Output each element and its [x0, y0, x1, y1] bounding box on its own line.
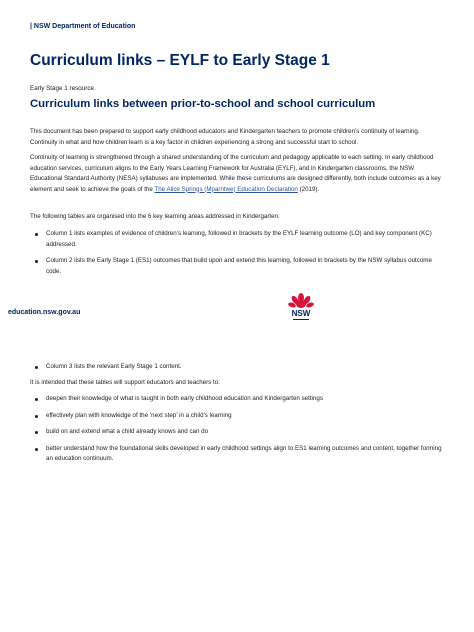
- continuity-text: Continuity of learning is strengthened through a shared understanding of the curriculum and pedagogy applicable to each setting. In early childhood education services, curriculum aligns to the Early Years Learning Framework for Australia (EYLF), and in Kindergarten classrooms, the NSW Educational Standard Authority (NESA) syllabuses are implemented. While these curriculums are designed differently, both include outcomes as a key element and seek to achieve the goals of the: [30, 154, 441, 193]
- support-list: [30, 394, 448, 465]
- footer-url: education.nsw.gov.au: [8, 309, 81, 316]
- list-item: effectively plan with knowledge of the ‘next step’ in a child’s learning: [30, 411, 448, 422]
- column3-list: [30, 362, 448, 373]
- support-intro: It is intended that these tables will support educators and teachers to:: [30, 379, 220, 386]
- resource-label: Early Stage 1 resource.: [30, 85, 96, 92]
- list-item: better understand how the foundational skills developed in early childhood settings align to ES1 learning outcomes and content, together forming an education continuum.: [30, 444, 448, 465]
- continuity-year: (2019).: [297, 185, 320, 193]
- columns-list: [30, 229, 448, 277]
- page-title: Curriculum links – EYLF to Early Stage 1: [30, 52, 330, 69]
- tables-intro: The following tables are organised into the 6 key learning areas addressed in Kindergarten:: [30, 213, 280, 220]
- intro-paragraph: This document has been prepared to support early childhood educators and Kindergarten teachers to promote children’s continuity of learning. Continuity in what and how children learn is a key factor in children experiencing a strong and successful start to school.: [30, 128, 420, 146]
- list-item: Column 1 lists examples of evidence of children’s learning, followed in brackets by the EYLF learning outcome (LO) and key component (KC) addressed.: [30, 229, 448, 250]
- nsw-waratah-logo: [288, 292, 314, 324]
- nsw-logo-text: NSW: [291, 309, 311, 318]
- list-item: Column 3 lists the relevant Early Stage 1 content.: [30, 362, 448, 373]
- list-item: build on and extend what a child already knows and can do: [30, 427, 448, 438]
- section-heading: Curriculum links between prior-to-school and school curriculum: [30, 98, 376, 110]
- alice-springs-declaration-link[interactable]: The Alice Springs (Mparntwe) Education Declaration: [154, 185, 298, 193]
- list-item: deepen their knowledge of what is taught in both early childhood education and Kindergarten settings: [30, 394, 448, 405]
- list-item: Column 2 lists the Early Stage 1 (ES1) outcomes that build upon and extend this learning, followed in brackets by the NSW syllabus outcome code.: [30, 256, 448, 277]
- department-header: | NSW Department of Education: [30, 23, 136, 30]
- continuity-paragraph: [30, 153, 448, 195]
